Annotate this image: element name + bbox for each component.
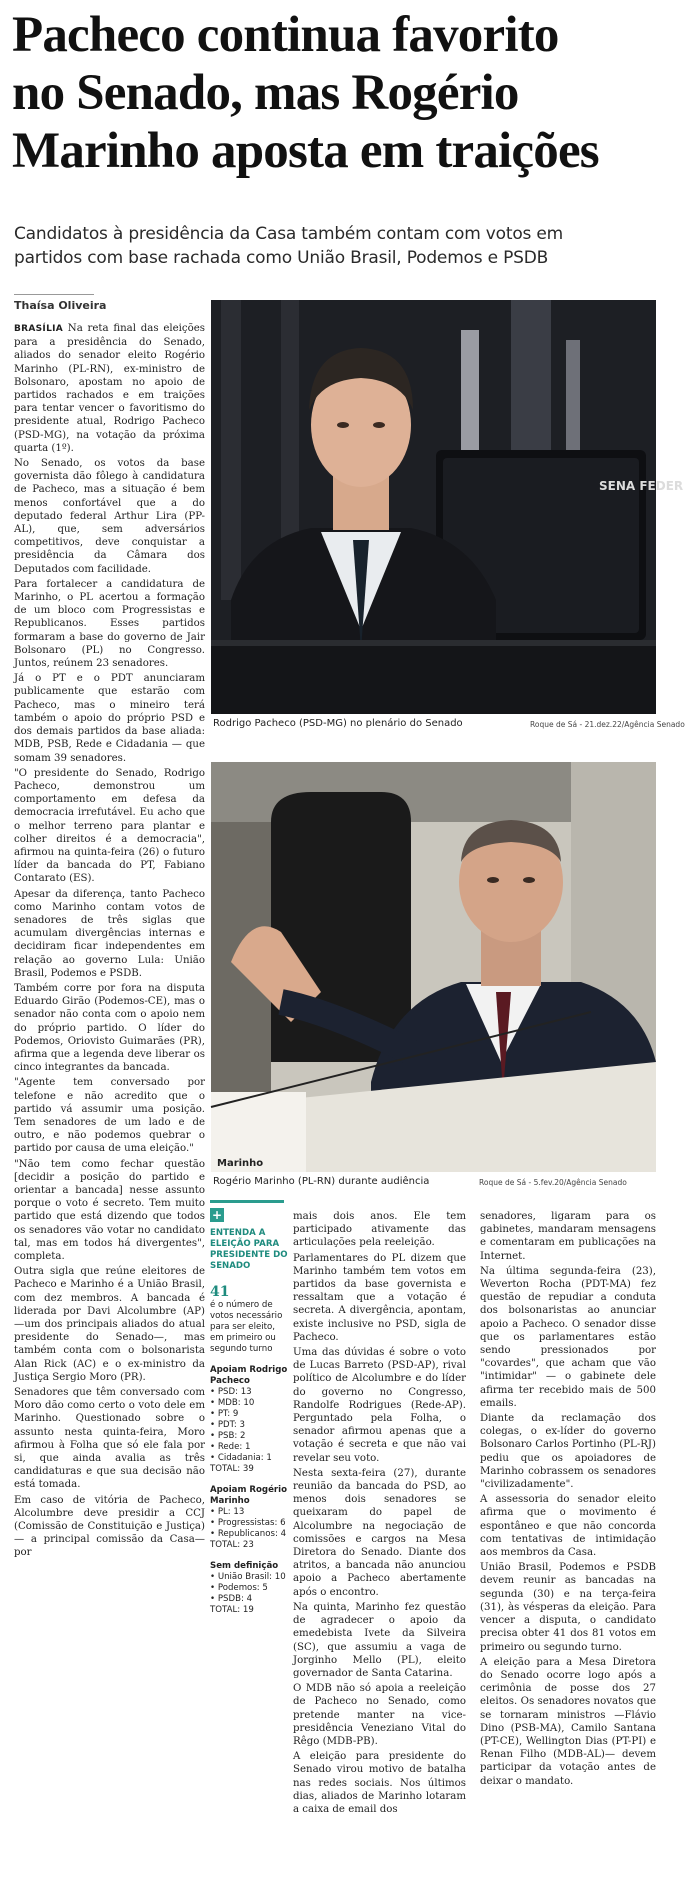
- list-item: • PL: 13: [210, 1507, 288, 1518]
- paragraph: Na quinta, Marinho fez questão de agradecer o apoio da emedebista Ivete da Silveira (SC), que assumiu a vaga de Jorginho Mello (PL), eleito governador de Santa Catarina.: [293, 1601, 466, 1679]
- list-item: • PSB: 2: [210, 1431, 288, 1442]
- paragraph: Senadores que têm conversado com Moro dão como certo o voto dele em Marinho. Questionado sobre o assunto nesta quinta-feira, Moro afirmou à Folha que só ele fala por si, que ainda avalia as três candidaturas e que sua decisão não está tomada.: [14, 1387, 205, 1491]
- photo-marinho-illustration: [211, 762, 656, 1172]
- paragraph: mais dois anos. Ele tem participado ativamente das articulações pela reeleição.: [293, 1211, 466, 1249]
- list-item: • Cidadania: 1: [210, 1453, 288, 1464]
- photo-marinho: [211, 762, 656, 1172]
- photo-credit-1: Roque de Sá - 21.dez.22/Agência Senado: [530, 720, 685, 729]
- group-list-undecided: [210, 1572, 288, 1605]
- photo-pacheco-illustration: [211, 300, 684, 714]
- sidebar-box: [210, 1228, 288, 1616]
- paragraph: Para fortalecer a candidatura de Marinho, o PL acertou a formação de um bloco com Progressistas e Republicanos. Esses partidos formaram a base do governo de Jair Bolsonaro (PL) no Congresso. Juntos, reúnem 23 senadores.: [14, 578, 205, 670]
- paragraph: "Não tem como fechar questão [decidir a posição do partido e orientar a bancada] nesse assunto porque o voto é secreto. Tem muito partido que está dizendo que todos os senadores vão votar no candidato tal, mas em todos há divergentes", completa.: [14, 1158, 205, 1263]
- sidebar-title: ENTENDA A ELEIÇÃO PARA PRESIDENTE DO SENADO: [210, 1228, 288, 1271]
- paragraph: Apesar da diferença, tanto Pacheco como Marinho contam votos de senadores de três siglas que acumulam divergências internas e decidiram ficar independentes em relação ao governo Lula: União Brasil, Podemos e PSDB.: [14, 888, 205, 979]
- group-title-pacheco: Apoiam Rodrigo Pacheco: [210, 1365, 288, 1386]
- paragraph: Já o PT e o PDT anunciaram publicamente que estarão com Pacheco, mas o mineiro terá também o apoio do próprio PSD e dos demais partidos da base aliada: MDB, PSB, Rede e Cidadania — que somam 39 senadores.: [14, 673, 205, 764]
- sidebar-number-note: é o número de votos necessário para ser eleito, em primeiro ou segundo turno: [210, 1300, 283, 1354]
- paragraph: A eleição para a Mesa Diretora do Senado ocorre logo após a cerimônia de posse dos 27 eleitos. Os senadores novatos que se tornaram ministros —Flávio Dino (PSB-MA), Camilo Santana (PT-CE), Wellington Dias (PT-PI) e Renan Filho (MDB-AL)— devem participar da votação antes de deixar o mandato.: [480, 1656, 656, 1787]
- paragraph: "Agente tem conversado por telefone e não acredito que o partido vá assumir uma posição. Tem senadores de um lado e de outro, e não podemos quebrar o partido por causa de uma eleição.": [14, 1077, 205, 1155]
- list-item: • Rede: 1: [210, 1442, 288, 1453]
- list-item: • PSDB: 4: [210, 1594, 288, 1605]
- article-column-3: [480, 1210, 656, 1878]
- paragraph: Diante da reclamação dos colegas, o ex-líder do governo Bolsonaro Carlos Portinho (PL-RJ) pediu que os apoiadores de Marinho cobrassem os senadores "civilizadamente".: [480, 1413, 656, 1491]
- dateline: BRASÍLIA: [14, 324, 64, 334]
- list-item: • MDB: 10: [210, 1398, 288, 1409]
- group-total-marinho: TOTAL: 23: [210, 1540, 254, 1550]
- paragraph: A assessoria do senador eleito afirma que o movimento é espontâneo e que não concorda com tentativas de intimidação aos membros da Casa.: [480, 1494, 656, 1559]
- paragraph: Na última segunda-feira (23), Weverton Rocha (PDT-MA) fez questão de repudiar a conduta dos bolsonaristas ao anunciar apoio a Pacheco. O senador disse que os parlamentares estão sendo pressionados por "covardes", que acham que vão "intimidar" — o gabinete dele afirma ter recebido mais de 500 emails.: [480, 1265, 656, 1409]
- sidebar-big-number: 41: [210, 1284, 230, 1300]
- plus-icon: +: [211, 1208, 223, 1222]
- list-item: • Podemos: 5: [210, 1583, 288, 1594]
- byline: Thaísa Oliveira: [14, 299, 107, 312]
- paragraph: Também corre por fora na disputa Eduardo Girão (Podemos-CE), mas o senador não conta com o apoio nem do próprio partido. O líder do Podemos, Oriovisto Guimarães (PR), afirma que a legenda deve liberar os cinco integrantes da bancada.: [14, 982, 205, 1074]
- paragraph: A eleição para presidente do Senado virou motivo de batalha nas redes sociais. Nos últimos dias, aliados de Marinho lotaram a caixa de email dos: [293, 1751, 466, 1815]
- paragraph: "O presidente do Senado, Rodrigo Pacheco, demonstrou um comportamento em defesa da democracia irrefutável. Eu acho que o melhor terreno para plantar e colher direitos é a democracia", afirmou na quinta-feira (26) o futuro líder da bancada do PT, Fabiano Contarato (ES).: [14, 767, 205, 885]
- group-list-pacheco: [210, 1387, 288, 1464]
- list-item: • PSD: 13: [210, 1387, 288, 1398]
- deck-subheadline: [14, 222, 659, 270]
- headline-line-3: Marinho aposta em traições: [12, 123, 599, 179]
- sidebar-rule: [210, 1200, 284, 1203]
- headline-line-2: no Senado, mas Rogério: [12, 65, 519, 121]
- paragraph: Parlamentares do PL dizem que Marinho também tem votos em partidos da base governista e ressaltam que a votação é secreta. A divergência, apontam, existe inclusive no PSD, sigla de Pacheco.: [293, 1252, 466, 1343]
- paragraph: O MDB não só apoia a reeleição de Pacheco no Senado, como pretende manter na vice-presidência Veneziano Vital do Rêgo (MDB-PB).: [293, 1683, 466, 1747]
- group-list-marinho: [210, 1507, 288, 1540]
- deck-line-2: partidos com base rachada como União Brasil, Podemos e PSDB: [14, 248, 549, 268]
- paragraph: União Brasil, Podemos e PSDB devem reunir as bancadas na segunda (30) e na terça-feira (31), às vésperas da eleição. Para vencer a disputa, o candidato precisa obter 41 dos 81 votos em primeiro ou segundo turno.: [480, 1562, 656, 1653]
- headline: [12, 6, 662, 180]
- paragraph: Uma das dúvidas é sobre o voto de Lucas Barreto (PSD-AP), rival político de Alcolumbre e do líder do governo no Congresso, Randolfe Rodrigues (Rede-AP). Perguntado pela Folha, o senador afirmou apenas que a votação é secreta e que não vai revelar seu voto.: [293, 1347, 466, 1464]
- list-item: • PT: 9: [210, 1409, 288, 1420]
- byline-rule: [14, 294, 94, 295]
- deck-line-1: Candidatos à presidência da Casa também contam com votos em: [14, 224, 564, 244]
- paragraph: Em caso de vitória de Pacheco, Alcolumbre deve presidir a CCJ (Comissão de Constituição e Justiça) — a principal comissão da Casa— por: [14, 1494, 205, 1559]
- photo-caption-2: Rogério Marinho (PL-RN) durante audiência: [213, 1176, 430, 1187]
- paragraph: Outra sigla que reúne eleitores de Pacheco e Marinho é a União Brasil, com dez membros. A bancada é liderada por Davi Alcolumbre (AP) —um dos principais aliados do atual presidente do Senado—, mas também conta com o bolsonarista Alan Rick (AC) e o ex-ministro da Justiça Sergio Moro (PR).: [14, 1266, 205, 1383]
- list-item: • União Brasil: 10: [210, 1572, 288, 1583]
- nameplate-text: Marinho: [217, 1158, 264, 1169]
- article-column-1: [14, 322, 205, 1878]
- photo-pacheco: [211, 300, 684, 714]
- group-title-marinho: Apoiam Rogério Marinho: [210, 1485, 287, 1506]
- group-total-pacheco: TOTAL: 39: [210, 1464, 254, 1474]
- article-column-2: [293, 1210, 466, 1878]
- sign-text: SENA FEDER: [599, 479, 684, 493]
- list-item: • Republicanos: 4: [210, 1529, 288, 1540]
- paragraph: BRASÍLIA Na reta final das eleições para a presidência do Senado, aliados do senador eleito Rogério Marinho (PL-RN), ex-ministro de Bolsonaro, apostam no apoio de partidos rachados e em traições para tentar vencer o favoritismo do presidente atual, Rodrigo Pacheco (PSD-MG), na votação da próxima quarta (1º).: [14, 323, 205, 454]
- paragraph: Nesta sexta-feira (27), durante reunião da bancada do PSD, ao menos dois senadores se queixaram do papel de Alcolumbre na negociação de comissões e cargos na Mesa Diretora do Senado. Diante dos atritos, a bancada não anunciou apoio a Pacheco abertamente após o encontro.: [293, 1467, 466, 1598]
- paragraph: senadores, ligaram para os gabinetes, mandaram mensagens e comentaram em publicações na Internet.: [480, 1211, 656, 1262]
- list-item: • Progressistas: 6: [210, 1518, 288, 1529]
- photo-credit-2: Roque de Sá - 5.fev.20/Agência Senado: [479, 1178, 627, 1187]
- list-item: • PDT: 3: [210, 1420, 288, 1431]
- photo-caption-1: Rodrigo Pacheco (PSD-MG) no plenário do Senado: [213, 718, 463, 729]
- headline-line-1: Pacheco continua favorito: [12, 7, 559, 63]
- group-total-undecided: TOTAL: 19: [210, 1605, 254, 1615]
- paragraph: No Senado, os votos da base governista dão fôlego à candidatura de Pacheco, mas a situação é bem menos confortável que a do deputado federal Arthur Lira (PP-AL), que, sem adversários competitivos, deve conquistar a presidência da Câmara dos Deputados com facilidade.: [14, 458, 205, 575]
- group-title-undecided: Sem definição: [210, 1561, 279, 1571]
